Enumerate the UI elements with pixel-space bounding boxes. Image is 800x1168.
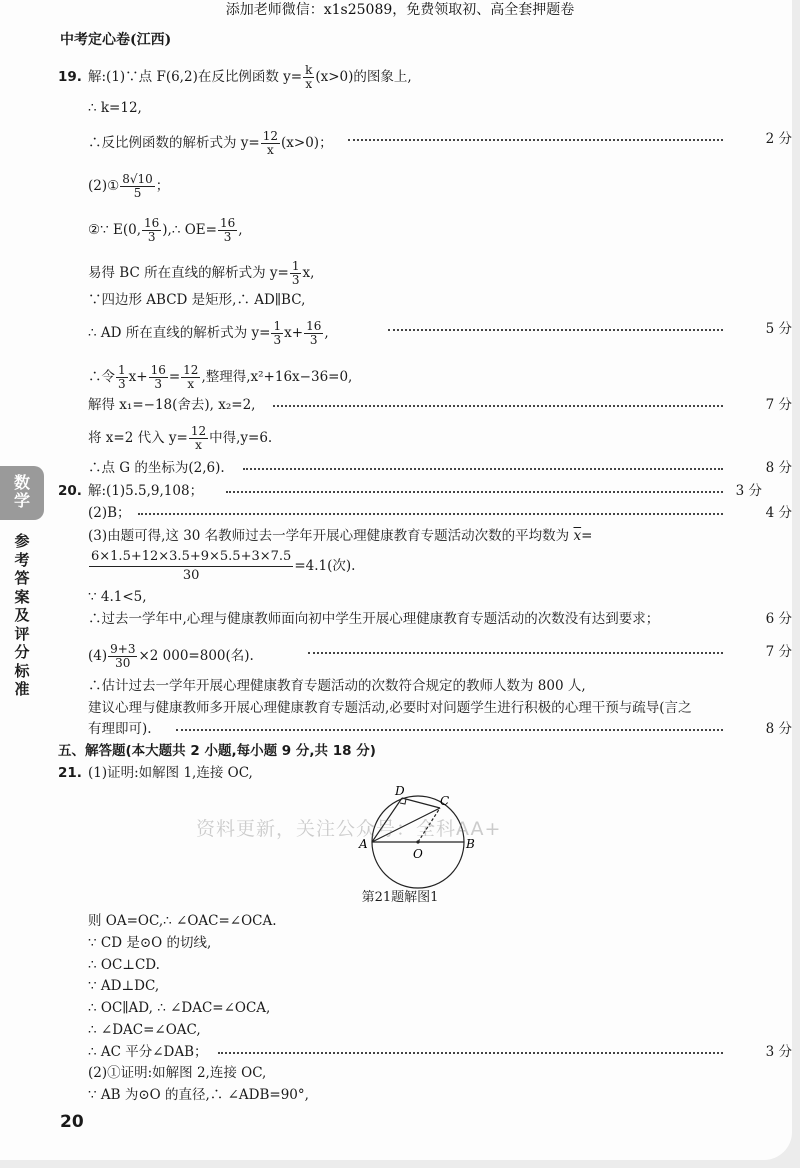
text: ∴令 — [88, 369, 115, 385]
text: 中得,y=6. — [209, 430, 273, 446]
q19-line-12 — [58, 459, 798, 477]
text: ∴反比例函数的解析式为 y= — [88, 135, 260, 151]
text: x+ — [284, 325, 304, 341]
score: 5 分 — [765, 321, 792, 337]
text: 解得 x₁=−18(舍去), x₂=2, — [88, 397, 256, 413]
score: 2 分 — [765, 131, 792, 147]
q19-line-1 — [58, 64, 768, 91]
q20-line-5: ∵ 4.1<5, — [88, 589, 147, 605]
figure-caption: 第21题解图1 — [361, 890, 439, 905]
fraction: $\frac{k}{x}$ — [305, 63, 313, 91]
fraction: $\frac{8√10}{5}$ — [122, 172, 153, 200]
page-header: 中考定心卷(江西) — [60, 32, 172, 48]
q19-line-9 — [58, 364, 798, 391]
text: ),∴ OE= — [162, 222, 217, 238]
fraction: $\frac{12}{x}$ — [183, 363, 199, 391]
q21-line-7: ∴ ∠DAC=∠OAC, — [88, 1022, 201, 1038]
q21-line-9: (2)①证明:如解图 2,连接 OC, — [88, 1065, 267, 1081]
score: 7 分 — [765, 397, 792, 413]
text: 将 x=2 代入 y= — [88, 430, 188, 446]
dot-leader — [273, 405, 723, 407]
text: (x>0)的图象上, — [315, 69, 412, 85]
label-b: B — [466, 837, 475, 851]
text: (3)由题可得,这 30 名教师过去一学年开展心理健康教育专题活动次数的平均数为 — [88, 528, 570, 544]
q21-line-4: ∴ OC⊥CD. — [88, 957, 160, 973]
text: (1)证明:如解图 1,连接 OC, — [88, 765, 253, 781]
label-c: C — [440, 794, 450, 808]
fraction: $\frac{16}{3}$ — [144, 216, 160, 244]
q21-line-10: ∵ AB 为⊙O 的直径,∴ ∠ADB=90°, — [88, 1087, 309, 1103]
text: ∴点 G 的坐标为(2,6). — [88, 460, 225, 476]
text: (2)① — [88, 178, 120, 194]
q20-number: 20. — [58, 483, 82, 499]
mean-fraction: $\frac{6\times 1.5+12\times 3.5+9\times 5.5+3\times 7.5}{30}$ — [91, 549, 292, 583]
fraction: $\frac{12}{x}$ — [262, 129, 279, 157]
text: ∴ AD 所在直线的解析式为 y= — [88, 325, 271, 341]
q20-line-6 — [58, 610, 798, 628]
score: 7 分 — [765, 644, 792, 660]
q20-line-1 — [58, 482, 768, 500]
fraction: $\frac{16}{3}$ — [219, 216, 236, 244]
text: ∴过去一学年中,心理与健康教师面向初中学生开展心理健康教育专题活动的次数没有达到要求； — [88, 611, 660, 627]
fraction: $\frac{1}{3}$ — [273, 319, 282, 347]
dot-leader — [388, 329, 723, 331]
text: =4.1(次). — [294, 558, 356, 574]
q20-line-4 — [58, 548, 798, 585]
q19-line-5 — [58, 217, 798, 244]
side-caption: 参考答案及评分标准 — [14, 532, 30, 698]
section-heading: 五、解答题(本大题共 2 小题,每小题 9 分,共 18 分) — [58, 743, 376, 759]
dot-leader — [226, 491, 723, 493]
dot-leader — [243, 468, 723, 470]
page-number: 20 — [60, 1112, 84, 1132]
q19-number: 19. — [58, 69, 82, 85]
score: 3 分 — [765, 1044, 792, 1060]
dot-leader — [218, 1052, 723, 1054]
text: ∴ AC 平分∠DAB； — [88, 1044, 208, 1060]
q20-line-3 — [58, 527, 798, 545]
q20-line-2 — [58, 504, 798, 522]
text: ,整理得,x²+16x−36=0, — [201, 369, 353, 385]
q21-line-6: ∴ OC∥AD, ∴ ∠DAC=∠OCA, — [88, 1000, 271, 1016]
dot-leader — [308, 652, 723, 654]
q20-line-9: 建议心理与健康教师多开展心理健康教育专题活动,必要时对问题学生进行积极的心理干预与疏导(言之 — [88, 700, 692, 716]
text: x, — [302, 265, 315, 281]
label-d: D — [395, 784, 405, 798]
score: 6 分 — [765, 611, 792, 627]
q19-line-8 — [58, 320, 798, 347]
fraction: $\frac{1}{3}$ — [291, 259, 300, 287]
dot-leader — [176, 729, 723, 731]
q20-line-7 — [58, 643, 798, 670]
q21-line-8 — [58, 1043, 798, 1061]
fraction: $\frac{12}{x}$ — [190, 424, 207, 452]
text: 有理即可). — [88, 721, 152, 737]
q20-line-8: ∴估计过去一学年开展心理健康教育专题活动的次数符合规定的教师人数为 800 人, — [88, 678, 586, 694]
text: (x>0)； — [281, 135, 333, 151]
text: = — [168, 369, 181, 385]
x-bar: $\overline{x}$ — [573, 528, 582, 544]
q19-line-7: ∵四边形 ABCD 是矩形,∴ AD∥BC, — [88, 292, 306, 308]
q21-line-2: 则 OA=OC,∴ ∠OAC=∠OCA. — [88, 913, 277, 929]
q20-line-10 — [58, 720, 798, 738]
text: ②∵ E(0, — [88, 222, 141, 238]
subject-tab — [0, 466, 44, 520]
score: 3 分 — [735, 483, 762, 499]
q19-line-2: ∴ k=12, — [88, 100, 142, 116]
q19-line-10 — [58, 396, 798, 414]
fraction: $\frac{16}{3}$ — [150, 363, 166, 391]
watermark: 资料更新，关注公众号：全科AA+ — [196, 818, 502, 840]
text: , — [324, 325, 329, 341]
q19-line-6 — [58, 260, 798, 287]
text: 解:(1)5.5,9,108； — [88, 483, 204, 499]
text: 易得 BC 所在直线的解析式为 y= — [88, 265, 289, 281]
subject-tab-line2: 学 — [13, 491, 30, 510]
text: (4) — [88, 648, 108, 664]
fraction: $\frac{1}{3}$ — [118, 363, 126, 391]
text: = — [581, 528, 593, 544]
text: , — [238, 222, 243, 238]
text: x+ — [128, 369, 148, 385]
score: 8 分 — [765, 721, 792, 737]
text: (2)B； — [88, 505, 131, 521]
label-a: A — [359, 837, 368, 851]
text: ×2 000=800(名). — [138, 648, 254, 664]
score: 4 分 — [765, 505, 792, 521]
q19-line-11 — [58, 425, 798, 452]
q19-line-4 — [58, 173, 798, 200]
text: 解:(1)∵点 F(6,2)在反比例函数 y= — [88, 69, 303, 85]
q21-line-3: ∵ CD 是⊙O 的切线, — [88, 935, 212, 951]
fraction: $\frac{16}{3}$ — [306, 319, 322, 347]
dot-leader — [348, 139, 723, 141]
q19-line-3 — [58, 130, 798, 157]
score: 8 分 — [765, 460, 792, 476]
q21-line-5: ∵ AD⊥DC, — [88, 978, 160, 994]
label-o: O — [413, 847, 423, 861]
dot-leader — [138, 513, 723, 515]
q21-number: 21. — [58, 765, 82, 781]
promo-banner: 添加老师微信：x1s25089，免费领取初、高全套押题卷 — [225, 2, 575, 18]
text: ； — [155, 178, 170, 194]
fraction: $\frac{9+3}{30}$ — [110, 642, 136, 670]
subject-tab-line1: 数 — [13, 473, 30, 492]
